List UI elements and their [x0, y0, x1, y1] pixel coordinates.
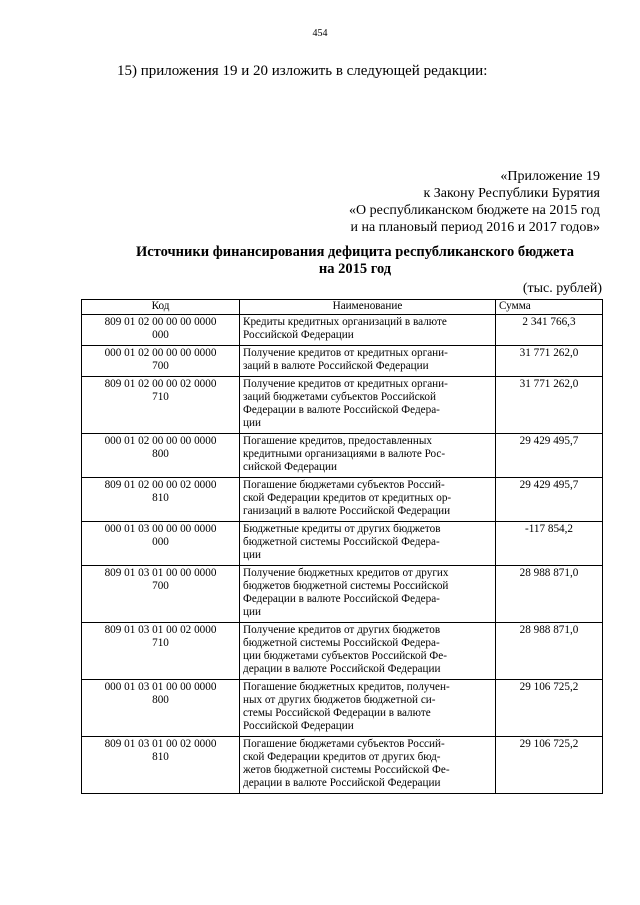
table-row: [82, 346, 603, 377]
code-line: 809 01 03 01 00 02 0000: [104, 624, 217, 636]
name-line: кредитными организациями в валюте Рос-: [243, 448, 446, 460]
name-line: бюджетной системы Российской Федера-: [243, 637, 440, 649]
document-title: [80, 244, 630, 278]
code-line: 700: [152, 580, 169, 592]
table-row: [82, 566, 603, 623]
table-row: [82, 737, 603, 794]
page-number: 454: [312, 28, 328, 39]
code-line: 809 01 02 00 00 02 0000: [104, 378, 217, 390]
table-row: [82, 522, 603, 566]
code-line: 000 01 02 00 00 00 0000: [104, 347, 217, 359]
table-row: [82, 434, 603, 478]
code-cell: [82, 566, 240, 623]
name-line: дерации в валюте Российской Федерации: [243, 663, 441, 675]
name-cell: [240, 522, 496, 566]
sum-cell: 31 771 262,0: [496, 377, 603, 434]
code-line: 800: [152, 694, 169, 706]
code-line: 809 01 03 01 00 02 0000: [104, 738, 217, 750]
code-line: 809 01 02 00 00 00 0000: [104, 316, 217, 328]
table-row: [82, 315, 603, 346]
name-line: заций бюджетами субъектов Российской: [243, 391, 436, 403]
name-line: Получение кредитов от других бюджетов: [243, 624, 441, 636]
name-line: Российской Федерации: [243, 720, 354, 732]
name-cell: [240, 478, 496, 522]
sum-cell: 2 341 766,3: [496, 315, 603, 346]
code-cell: [82, 315, 240, 346]
name-line: Российской Федерации: [243, 329, 354, 341]
name-line: Федерации в валюте Российской Федера-: [243, 404, 440, 416]
code-line: 000: [152, 329, 169, 341]
code-line: 000: [152, 536, 169, 548]
table-row: [82, 680, 603, 737]
name-line: Погашение бюджетами субъектов Россий-: [243, 479, 445, 491]
name-line: сийской Федерации: [243, 461, 337, 473]
header-code: Код: [82, 300, 240, 315]
code-line: 800: [152, 448, 169, 460]
name-line: Получение кредитов от кредитных органи-: [243, 347, 448, 359]
name-line: бюджетной системы Российской Федера-: [243, 536, 440, 548]
name-line: Погашение кредитов, предоставленных: [243, 435, 432, 447]
name-cell: [240, 346, 496, 377]
title-line: на 2015 год: [318, 261, 392, 277]
code-cell: [82, 377, 240, 434]
name-cell: [240, 623, 496, 680]
name-cell: [240, 680, 496, 737]
name-line: дерации в валюте Российской Федерации: [243, 777, 441, 789]
name-line: ской Федерации кредитов от других бюд-: [243, 751, 441, 763]
table-row: [82, 377, 603, 434]
code-line: 000 01 03 01 00 00 0000: [104, 681, 217, 693]
code-cell: [82, 623, 240, 680]
sum-cell: -117 854,2: [496, 522, 603, 566]
intro-paragraph: 15) приложения 19 и 20 изложить в следующей редакции:: [117, 63, 488, 79]
sum-cell: 29 106 725,2: [496, 737, 603, 794]
name-line: Федерации в валюте Российской Федера-: [243, 593, 440, 605]
code-line: 710: [152, 637, 169, 649]
code-line: 809 01 03 01 00 00 0000: [104, 567, 217, 579]
header-name: Наименование: [240, 300, 496, 315]
name-line: жетов бюджетной системы Российской Фе-: [243, 764, 450, 776]
sum-cell: 29 106 725,2: [496, 680, 603, 737]
name-line: Получение кредитов от кредитных органи-: [243, 378, 448, 390]
name-line: Получение бюджетных кредитов от других: [243, 567, 449, 579]
table-row: [82, 623, 603, 680]
name-cell: [240, 377, 496, 434]
sum-cell: 29 429 495,7: [496, 478, 603, 522]
header-sum: Сумма: [496, 300, 603, 315]
code-line: 000 01 03 00 00 00 0000: [104, 523, 217, 535]
name-line: бюджетов бюджетной системы Российской: [243, 580, 449, 592]
name-line: заций в валюте Российской Федерации: [243, 360, 429, 372]
name-line: Погашение бюджетами субъектов Россий-: [243, 738, 445, 750]
sum-cell: 28 988 871,0: [496, 623, 603, 680]
title-line: Источники финансирования дефицита республиканского бюджета: [135, 244, 575, 260]
appendix-line: «О республиканском бюджете на 2015 год: [349, 203, 600, 218]
code-line: 810: [152, 492, 169, 504]
name-cell: [240, 566, 496, 623]
appendix-line: и на плановый период 2016 и 2017 годов»: [350, 220, 600, 235]
sum-cell: 31 771 262,0: [496, 346, 603, 377]
sum-cell: 28 988 871,0: [496, 566, 603, 623]
code-cell: [82, 434, 240, 478]
sum-cell: 29 429 495,7: [496, 434, 603, 478]
table-row: [82, 478, 603, 522]
name-line: стемы Российской Федерации в валюте: [243, 707, 431, 719]
name-line: ской Федерации кредитов от кредитных ор-: [243, 492, 452, 504]
code-line: 710: [152, 391, 169, 403]
name-line: ции: [243, 417, 261, 429]
name-line: Погашение бюджетных кредитов, получен-: [243, 681, 450, 693]
code-cell: [82, 478, 240, 522]
code-line: 809 01 02 00 00 02 0000: [104, 479, 217, 491]
table-header-row: [82, 300, 603, 315]
code-cell: [82, 680, 240, 737]
code-line: 700: [152, 360, 169, 372]
name-cell: [240, 434, 496, 478]
name-cell: [240, 737, 496, 794]
table-body: [82, 315, 603, 794]
code-cell: [82, 346, 240, 377]
name-line: Кредиты кредитных организаций в валюте: [243, 316, 447, 328]
name-cell: [240, 315, 496, 346]
units-label: (тыс. рублей): [522, 281, 602, 296]
code-line: 810: [152, 751, 169, 763]
name-line: ции бюджетами субъектов Российской Фе-: [243, 650, 447, 662]
name-line: ции: [243, 606, 261, 618]
financing-sources-table: [81, 299, 603, 794]
name-line: ных от других бюджетов бюджетной си-: [243, 694, 436, 706]
code-cell: [82, 737, 240, 794]
name-line: Бюджетные кредиты от других бюджетов: [243, 523, 441, 535]
code-cell: [82, 522, 240, 566]
appendix-line: к Закону Республики Бурятия: [423, 186, 600, 201]
name-line: ции: [243, 549, 261, 561]
appendix-line: «Приложение 19: [500, 169, 600, 184]
appendix-header: [349, 168, 600, 236]
code-line: 000 01 02 00 00 00 0000: [104, 435, 217, 447]
name-line: ганизаций в валюте Российской Федерации: [243, 505, 451, 517]
